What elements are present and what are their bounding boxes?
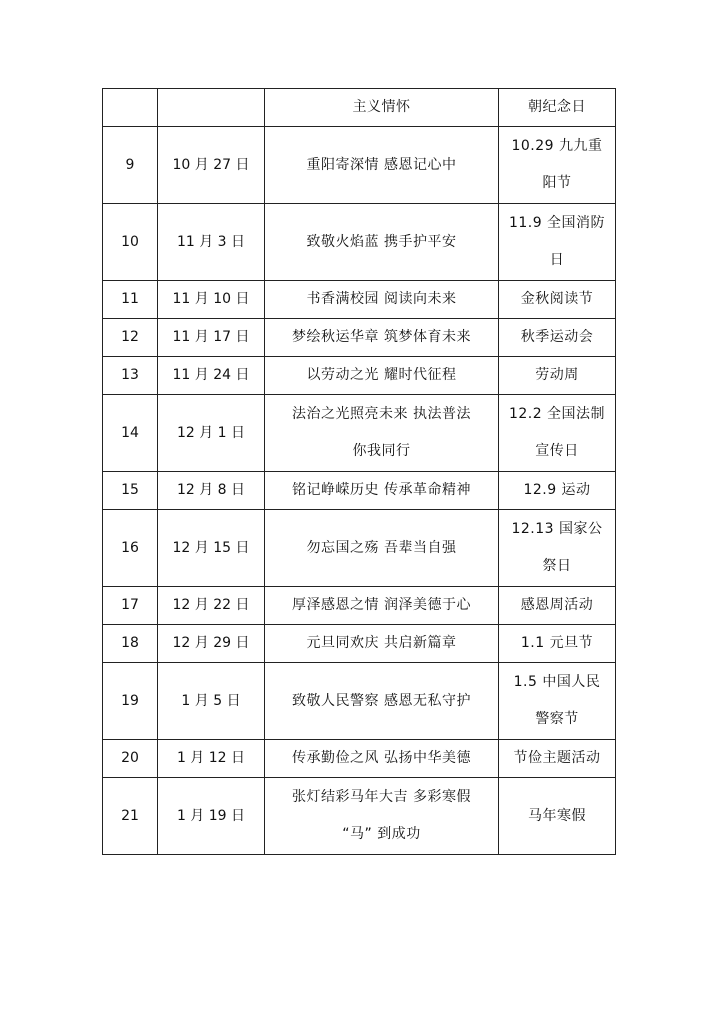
row-date-cell-line: 12 月 8 日 xyxy=(176,482,246,498)
row-theme-cell xyxy=(265,510,499,587)
row-date-cell xyxy=(158,281,265,319)
row-num-cell xyxy=(103,510,158,587)
row-date-cell-line: 11 月 10 日 xyxy=(172,291,250,307)
row-commemoration-cell xyxy=(499,625,616,663)
row-commemoration-cell-line: 感恩周活动 xyxy=(520,597,594,613)
row-theme-cell-line: 重阳寄深情 感恩记心中 xyxy=(306,156,457,173)
row-date-cell-line: 11 月 3 日 xyxy=(176,233,246,250)
row-date-cell-line: 11 月 17 日 xyxy=(172,329,250,345)
row-commemoration-cell xyxy=(499,663,616,740)
row-commemoration-cell xyxy=(499,740,616,778)
row-theme-cell-line: 张灯结彩马年大吉 多彩寒假 xyxy=(292,789,471,805)
row-commemoration-cell-line: 马年寒假 xyxy=(528,807,586,824)
row-commemoration-cell-line: 秋季运动会 xyxy=(520,329,594,345)
row-commemoration-cell-line: 节俭主题活动 xyxy=(513,750,601,766)
table-row xyxy=(103,319,616,357)
row-theme-cell-line: “马” 到成功 xyxy=(342,826,421,842)
table-row xyxy=(103,587,616,625)
activity-schedule-table xyxy=(102,88,616,855)
row-theme-cell xyxy=(265,204,499,281)
row-num-cell xyxy=(103,357,158,395)
row-date-cell xyxy=(158,127,265,204)
row-commemoration-cell xyxy=(499,281,616,319)
row-date-cell-line: 1 月 19 日 xyxy=(176,807,246,824)
row-date-cell-line: 12 月 22 日 xyxy=(172,597,250,613)
table-row xyxy=(103,127,616,204)
row-theme-cell xyxy=(265,663,499,740)
row-date-cell-line: 1 月 5 日 xyxy=(181,692,241,709)
row-date-cell-line: 12 月 15 日 xyxy=(172,539,250,556)
row-theme-cell-line: 法治之光照亮未来 执法普法 xyxy=(292,406,471,422)
row-date-cell-line: 12 月 29 日 xyxy=(172,635,250,651)
row-theme-cell-line: 以劳动之光 耀时代征程 xyxy=(306,367,457,383)
row-num-cell-line: 17 xyxy=(121,597,139,613)
row-date-cell-line: 1 月 12 日 xyxy=(176,750,246,766)
table-row xyxy=(103,625,616,663)
row-commemoration-cell-line: 祭日 xyxy=(542,558,572,574)
row-theme-cell-line: 厚泽感恩之情 润泽美德于心 xyxy=(292,597,471,613)
row-theme-cell xyxy=(265,127,499,204)
row-num-cell xyxy=(103,281,158,319)
row-num-cell xyxy=(103,625,158,663)
row-commemoration-cell-line: 警察节 xyxy=(535,711,579,727)
row-date-cell-line: 11 月 24 日 xyxy=(172,367,250,383)
row-commemoration-cell-line: 12.13 国家公 xyxy=(511,521,603,537)
row-num-cell-line: 14 xyxy=(121,424,139,441)
row-commemoration-cell-line: 12.9 运动 xyxy=(523,482,591,498)
table-body xyxy=(103,89,616,855)
row-commemoration-cell-line: 宣传日 xyxy=(535,443,579,459)
row-num-cell-line: 12 xyxy=(121,329,139,345)
row-num-cell-line: 20 xyxy=(121,750,139,766)
row-date-cell xyxy=(158,510,265,587)
row-commemoration-cell xyxy=(499,395,616,472)
row-num-cell xyxy=(103,127,158,204)
row-num-cell-line: 16 xyxy=(121,539,139,556)
row-theme-cell-line: 传承勤俭之风 弘扬中华美德 xyxy=(292,750,471,766)
row-num-cell-line: 11 xyxy=(121,291,139,307)
row-theme-cell xyxy=(265,778,499,855)
row-theme-cell-line: 元旦同欢庆 共启新篇章 xyxy=(306,635,457,651)
table-row xyxy=(103,510,616,587)
row-num-cell-line: 21 xyxy=(121,807,139,824)
row-date-cell xyxy=(158,740,265,778)
row-commemoration-cell-line: 10.29 九九重 xyxy=(511,138,603,154)
row-theme-cell xyxy=(265,357,499,395)
table-row xyxy=(103,395,616,472)
table-row xyxy=(103,778,616,855)
row-num-cell-line: 13 xyxy=(121,367,139,383)
table-header-row xyxy=(103,89,616,127)
row-date-cell xyxy=(158,587,265,625)
row-commemoration-cell-line: 12.2 全国法制 xyxy=(508,406,606,422)
row-commemoration-cell xyxy=(499,204,616,281)
row-commemoration-cell xyxy=(499,778,616,855)
row-num-cell-line: 15 xyxy=(121,482,139,498)
row-num-cell-line: 18 xyxy=(121,635,139,651)
table-row xyxy=(103,663,616,740)
row-num-cell xyxy=(103,395,158,472)
row-commemoration-cell-line: 11.9 全国消防 xyxy=(508,215,606,231)
row-num-cell xyxy=(103,740,158,778)
row-date-cell-line: 10 月 27 日 xyxy=(172,156,250,173)
header-num-cell xyxy=(103,89,158,127)
row-commemoration-cell xyxy=(499,357,616,395)
row-commemoration-cell xyxy=(499,472,616,510)
header-date-cell xyxy=(158,89,265,127)
row-commemoration-cell-line: 阳节 xyxy=(542,175,572,191)
row-commemoration-cell-line: 金秋阅读节 xyxy=(520,291,594,307)
table-row xyxy=(103,281,616,319)
row-theme-cell xyxy=(265,281,499,319)
row-theme-cell xyxy=(265,319,499,357)
row-theme-cell-line: 致敬火焰蓝 携手护平安 xyxy=(306,233,457,250)
row-date-cell xyxy=(158,319,265,357)
row-commemoration-cell-line: 1.5 中国人民 xyxy=(513,674,601,690)
row-date-cell xyxy=(158,357,265,395)
row-num-cell xyxy=(103,663,158,740)
row-commemoration-cell xyxy=(499,319,616,357)
row-num-cell xyxy=(103,204,158,281)
row-commemoration-cell xyxy=(499,587,616,625)
table-row xyxy=(103,357,616,395)
row-date-cell-line: 12 月 1 日 xyxy=(176,424,246,441)
row-num-cell xyxy=(103,587,158,625)
row-commemoration-cell-line: 劳动周 xyxy=(535,367,579,383)
row-theme-cell xyxy=(265,587,499,625)
row-num-cell-line: 19 xyxy=(121,692,139,709)
row-theme-cell-line: 致敬人民警察 感恩无私守护 xyxy=(292,692,471,709)
row-num-cell xyxy=(103,472,158,510)
row-commemoration-cell-line: 日 xyxy=(549,252,565,268)
row-date-cell xyxy=(158,625,265,663)
row-num-cell-line: 10 xyxy=(121,233,139,250)
row-num-cell xyxy=(103,778,158,855)
table-row xyxy=(103,204,616,281)
row-theme-cell-line: 勿忘国之殇 吾辈当自强 xyxy=(306,539,457,556)
row-theme-cell-line: 你我同行 xyxy=(352,443,411,459)
row-commemoration-cell xyxy=(499,127,616,204)
row-date-cell xyxy=(158,395,265,472)
row-date-cell xyxy=(158,778,265,855)
row-num-cell-line: 9 xyxy=(125,156,135,173)
row-theme-cell-line: 铭记峥嵘历史 传承革命精神 xyxy=(292,482,471,498)
row-theme-cell-line: 梦绘秋运华章 筑梦体育未来 xyxy=(292,329,471,345)
row-theme-cell xyxy=(265,395,499,472)
header-theme-cell: 主义情怀 xyxy=(265,89,499,127)
row-date-cell xyxy=(158,663,265,740)
table-row xyxy=(103,472,616,510)
row-date-cell xyxy=(158,472,265,510)
table-row xyxy=(103,740,616,778)
row-theme-cell xyxy=(265,472,499,510)
row-theme-cell-line: 书香满校园 阅读向未来 xyxy=(306,291,457,307)
row-commemoration-cell xyxy=(499,510,616,587)
row-date-cell xyxy=(158,204,265,281)
header-commemoration-cell: 朝纪念日 xyxy=(499,89,616,127)
row-num-cell xyxy=(103,319,158,357)
row-theme-cell xyxy=(265,740,499,778)
row-theme-cell xyxy=(265,625,499,663)
row-commemoration-cell-line: 1.1 元旦节 xyxy=(520,635,594,651)
